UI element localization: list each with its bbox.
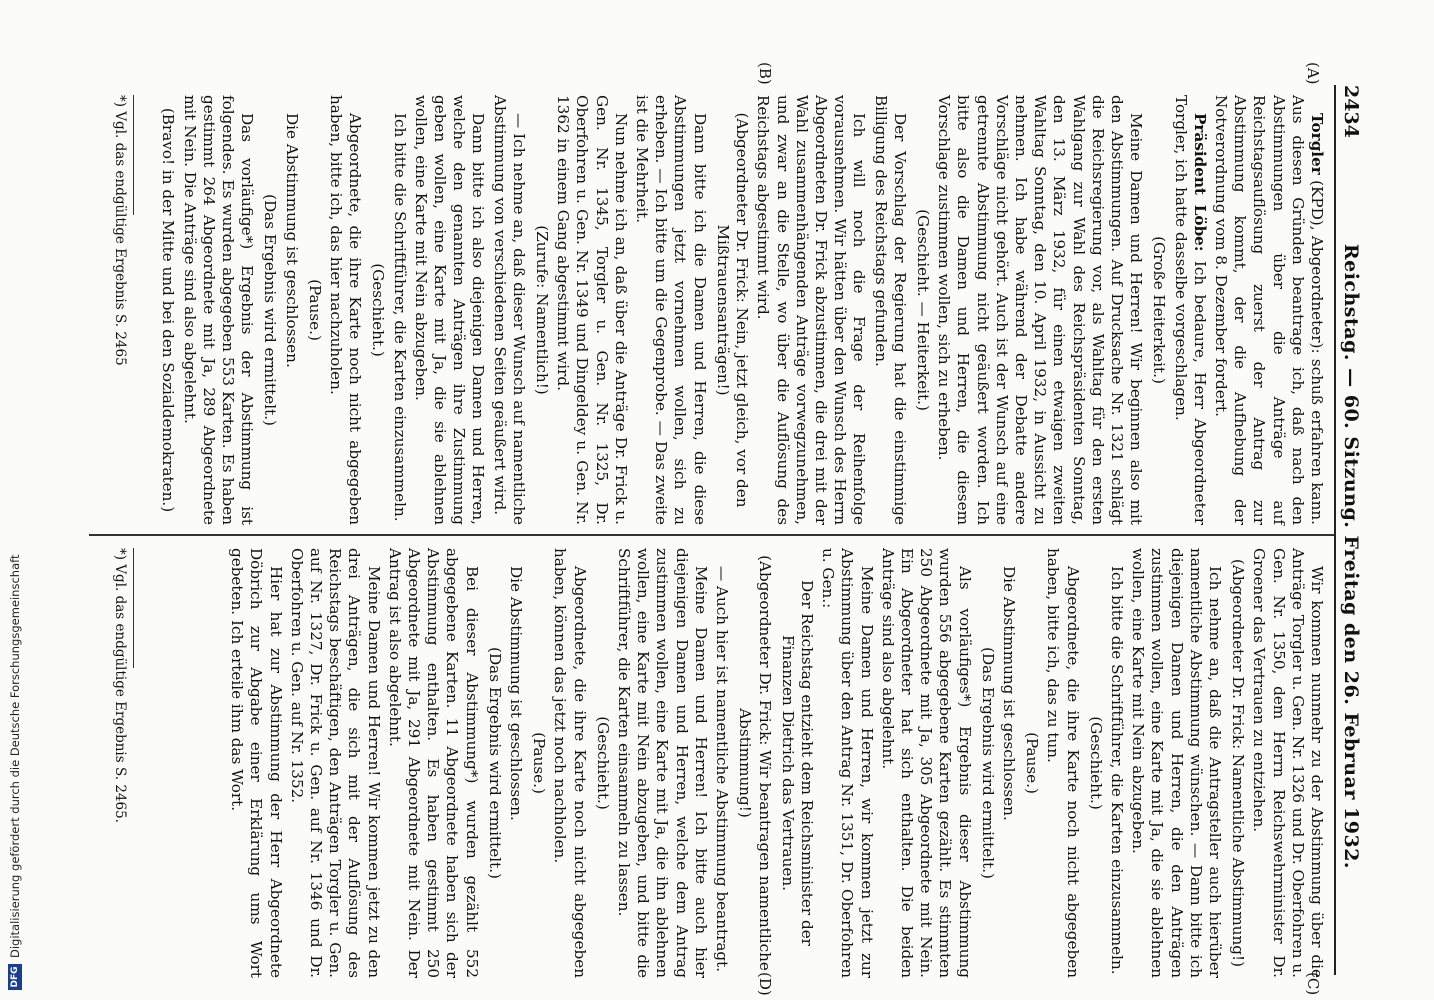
paragraph-text: (Das Ergebnis wird ermittelt.) <box>261 194 280 426</box>
left-paragraph <box>1170 95 1208 525</box>
left-paragraph <box>934 95 1145 525</box>
header-rule <box>1334 85 1336 975</box>
paragraph-text: Die Abstimmung ist geschlossen. <box>999 566 1018 821</box>
page-title: Reichstag. — 60. Sitzung. Freitag den 26. Februar 1932. <box>1340 243 1362 870</box>
paragraph-text: (Pause.) <box>530 732 549 794</box>
paragraph-text: Ich will noch die Frage der Reihenfolge vorausnehmen. Wir hätten über den Wunsch des Herrn Abgeordneten Dr. Frick abzustimmen, die drei mit der Wahl zusammenhängenden Anträge vorwegzunehmen, und zwar an die Stelle, wo über die Auflösung des Reichstags abgestimmt wird. <box>754 95 869 525</box>
left-remark <box>913 95 932 525</box>
paragraph-text: Der Vorschlag der Regierung hat die einstimmige Billigung des Reichstags gefunden. <box>871 95 909 525</box>
right-paragraph <box>550 548 588 978</box>
column-divider <box>89 534 1334 536</box>
paragraph-text: Ich bitte die Schriftführer, die Karten einzusammeln. <box>1107 566 1126 975</box>
paragraph-text: Abgeordnete, die ihre Karte noch nicht abgegeben haben, können das jetzt noch nachholen. <box>551 548 589 978</box>
margin-mark-a: (A) <box>1304 62 1322 85</box>
right-remark <box>1022 548 1041 978</box>
paragraph-text: (Das Ergebnis wird ermittelt.) <box>978 647 997 879</box>
speaker-name: Präsident Löbe: <box>1190 113 1209 252</box>
left-remark <box>1149 95 1168 525</box>
paragraph-text: Nun nehme ich an, daß über die Anträge Dr. Frick u. Gen. Nr. 1345, Torgler u. Gen. Nr. 1325, Dr. Oberfohren u. Gen. Nr. 1349 und Dingeldey u. Gen. Nr. 1362 in einem Gang abgestimmt wird. <box>554 95 630 525</box>
right-column <box>225 548 1326 978</box>
paragraph-text: (Geschieht.) <box>593 716 612 810</box>
paragraph-text: (Abgeordneter Dr. Frick: Nein, jetzt gleich, vor den Mißtrauensanträgen!) <box>713 112 752 508</box>
paragraph-text: Meine Damen und Herren! Wir kommen jetzt zu den drei Anträgen, die sich mit der Auflösung des Reichstags beschäftigen, den Anträgen Torgler u. Gen. auf Nr. 1327, Dr. Frick u. Gen. auf Nr. 1346 und Dr. Oberfohren u. Gen. auf Nr. 1352. <box>287 548 383 978</box>
paragraph-text: Bei dieser Abstimmung*) wurden gezählt 552 abgegebene Karten. 11 Abgeordnete haben sich der Abstimmung enthalten. Es haben gestimmt 250 Abgeordnete mit Ja, 291 Abgeordnete mit Nein. Der Antrag ist also abgelehnt. <box>385 548 481 978</box>
paragraph-text: Die Abstimmung ist geschlossen. <box>282 113 301 368</box>
left-paragraph <box>753 95 868 525</box>
page-header <box>1340 85 1374 975</box>
paragraph-text: Meine Damen und Herren, wir kommen jetzt zur Abstimmung über den Antrag Nr. 1351, Dr. Oberfohren u. Gen.: <box>819 548 876 978</box>
digitization-credit-text: Digitalisierung gefördert durch die Deutsche Forschungsgemeinschaft <box>8 554 22 958</box>
paragraph-text: Die Abstimmung ist geschlossen. <box>507 566 526 821</box>
paragraph-text: (KPD), Abgeordneter): schuß erfahren kann. Aus diesen Gründen beantrage ich, daß nach den Abstimmungen über die Anträge auf Reichstagsauflösung zuerst der Antrag zur Abstimmung kommt, der die Aufhebung der Notverordnung vom 8. Dezember fordert. <box>1211 95 1326 526</box>
left-paragraph <box>411 95 488 525</box>
left-paragraph <box>1211 95 1326 525</box>
paragraph-text: — Auch hier ist namentliche Abstimmung beantragt. <box>713 566 732 973</box>
paragraph-text: (Pause.) <box>305 279 324 341</box>
right-paragraph <box>1043 548 1081 978</box>
right-paragraph <box>385 548 481 978</box>
paragraph-text: Dann bitte ich die Damen und Herren, die diese Abstimmungen jetzt vornehmen wollen, sich zu erheben. — Ich bitte um die Gegenprobe. — Das zweite ist die Mehrheit. <box>633 95 709 525</box>
left-remark <box>713 95 751 525</box>
speaker-name: Torgler <box>1308 113 1326 175</box>
left-paragraph <box>870 95 908 525</box>
left-paragraph <box>326 95 364 525</box>
paragraph-text: Ich bitte die Schriftführer, die Karten einzusammeln. <box>390 113 409 522</box>
right-footnote-rule <box>133 548 134 668</box>
paragraph-text: Abgeordnete, die ihre Karte noch nicht abgegeben haben, bitte ich, das zu tun. <box>1044 548 1082 978</box>
right-remark <box>735 548 773 978</box>
paragraph-text: Ich nehme an, daß die Antragsteller auch hierüber namentliche Abstimmung wünschen. — Dann bitte ich diejenigen Damen und Herren, die den Anträgen zustimmen wollen, eine Karte mit Ja, die sie ablehnen wollen, eine Karte mit Nein abzugeben. <box>1129 548 1224 978</box>
paragraph-text: — Ich nehme an, daß dieser Wunsch auf namentliche Abstimmung von verschiedenen Seiten geäußert wird. <box>490 95 528 525</box>
left-paragraph <box>389 95 408 525</box>
right-remark <box>593 548 612 978</box>
paragraph-text: (Pause.) <box>1023 732 1042 794</box>
paragraph-text: (Geschieht.) <box>1086 716 1105 810</box>
paragraph-text: Das vorläufige*) Ergebnis der Abstimmung ist folgendes. Es wurden abgegeben 553 Karten. Es haben gestimmt 264 Abgeordnete mit Ja, 289 Abgeordnete mit Nein. Die Anträge sind also abgelehnt. <box>180 95 257 525</box>
paragraph-text: Wir kommen nunmehr zu der Abstimmung über die Anträge Torgler u. Gen. Nr. 1326 und Dr. Oberfohren u. Gen. Nr. 1350, dem Herrn Reichswehrminister Dr. Groener das Vertrauen zu entziehen. <box>1250 548 1326 978</box>
right-paragraph <box>614 548 710 978</box>
right-paragraph <box>1249 548 1326 978</box>
digitization-credit <box>4 430 26 990</box>
margin-mark-c: (C) <box>1304 972 1322 996</box>
right-footnote: *) Vgl. das endgültige Ergebnis S. 2465. <box>112 548 128 823</box>
paragraph-text: Meine Damen und Herren! Wir beginnen also mit den Abstimmungen. Auf Drucksache Nr. 1321 schlägt die Reichsregierung vor, als Wahltag für den ersten Wahlgang zur Wahl des Reichspräsidenten Sonntag, den 13. März 1932, für einen etwaigen zweiten Wahltag Sonntag, den 10. April 1932, in Aussicht zu nehmen. Ich habe während der Debatte andere Vorschläge nicht gehört. Auch ist der Wunsch auf eine getrennte Abstimmung nicht geäußert worden. Ich bitte also die Damen und Herren, die diesem Vorschlage zustimmen wollen, sich zu erheben. <box>935 95 1146 525</box>
paragraph-text: (Große Heiterkeit.) <box>1150 236 1169 384</box>
paragraph-text: Abgeordnete, die ihre Karte noch nicht abgegeben haben, bitte ich, das hier nachzuholen. <box>327 95 365 525</box>
left-remark <box>260 95 279 525</box>
left-remark <box>368 95 387 525</box>
right-paragraph <box>227 548 285 978</box>
right-paragraph <box>1128 548 1224 978</box>
paragraph-text: Meine Damen und Herren! Ich bitte auch hier diejenigen Damen und Herren, welche dem Antrag zustimmen wollen, eine Karte mit Ja, die ihn ablehnen wollen, eine Karte mit Nein abzugeben, und bitte die Schriftführer, die Karten einsammeln zu lassen. <box>615 548 710 978</box>
margin-mark-d: (D) <box>756 972 774 996</box>
paragraph-text: (Abgeordneter Dr. Frick: Wir beantragen namentliche Abstimmung!) <box>736 555 774 971</box>
paragraph-text: (Abgeordneter Dr. Frick: Namentliche Abstimmung!) <box>1229 558 1248 968</box>
right-remark <box>485 548 504 978</box>
paragraph-text: Dann bitte ich also diejenigen Damen und Herren, welche den genannten Anträgen ihre Zustimmung geben wollen, eine Karte mit Ja, die sie ablehnen wollen, eine Karte mit Nein abzugeben. <box>411 95 488 525</box>
right-paragraph <box>999 548 1018 978</box>
right-paragraph <box>712 548 731 978</box>
paragraph-text: (Geschieht. — Heiterkeit.) <box>913 209 932 411</box>
paragraph-text: (Das Ergebnis wird ermittelt.) <box>485 647 504 879</box>
paragraph-text: Als vorläufiges*) Ergebnis dieser Abstimmung wurden 556 abgegebene Karten gezählt. Es stimmten 250 Abgeordnete mit Ja, 305 Abgeordnete mit Nein. Ein Abgeordneter hat sich enthalten. Die beiden Anträge sind also abgelehnt. <box>878 548 974 978</box>
left-remark <box>158 95 177 525</box>
page-number: 2434 <box>1340 85 1362 138</box>
left-column <box>154 95 1326 525</box>
left-paragraph <box>489 95 527 525</box>
paragraph-text: (Bravo! in der Mitte und bei den Sozialdemokraten.) <box>159 107 178 513</box>
left-paragraph <box>632 95 709 525</box>
left-footnote: *) Vgl. das endgültige Ergebnis S. 2465 <box>112 95 128 366</box>
margin-mark-b: (B) <box>756 62 774 85</box>
right-remark <box>1086 548 1105 978</box>
paragraph-text: (Geschieht.) <box>369 263 388 357</box>
left-remark <box>532 95 551 525</box>
right-paragraph <box>1107 548 1126 978</box>
right-remark <box>529 548 548 978</box>
right-paragraph <box>878 548 974 978</box>
paragraph-text: (Zurufe: Namentlich!) <box>533 225 552 395</box>
left-footnote-rule <box>133 95 134 215</box>
right-paragraph <box>506 548 525 978</box>
left-paragraph <box>179 95 256 525</box>
left-paragraph <box>281 95 300 525</box>
right-paragraph <box>287 548 383 978</box>
right-remark <box>1228 548 1247 978</box>
paragraph-text: Der Reichstag entzieht dem Reichsminister der Finanzen Dietrich das Vertrauen. <box>778 580 816 946</box>
right-paragraph <box>818 548 876 978</box>
right-remark <box>778 548 816 978</box>
right-remark <box>978 548 997 978</box>
dfg-logo-icon: DFG <box>8 964 22 990</box>
left-paragraph <box>553 95 630 525</box>
paragraph-text: Hier hat zur Abstimmung der Herr Abgeordnete Döbrich zur Abgabe einer Erklärung ums Wort gebeten. Ich erteile ihm das Wort. <box>228 548 285 978</box>
paragraph-text: Ich bedaure, Herr Abgeordneter Torgler, ich hatte dasselbe vorgeschlagen. <box>1171 95 1209 525</box>
left-remark <box>305 95 324 525</box>
